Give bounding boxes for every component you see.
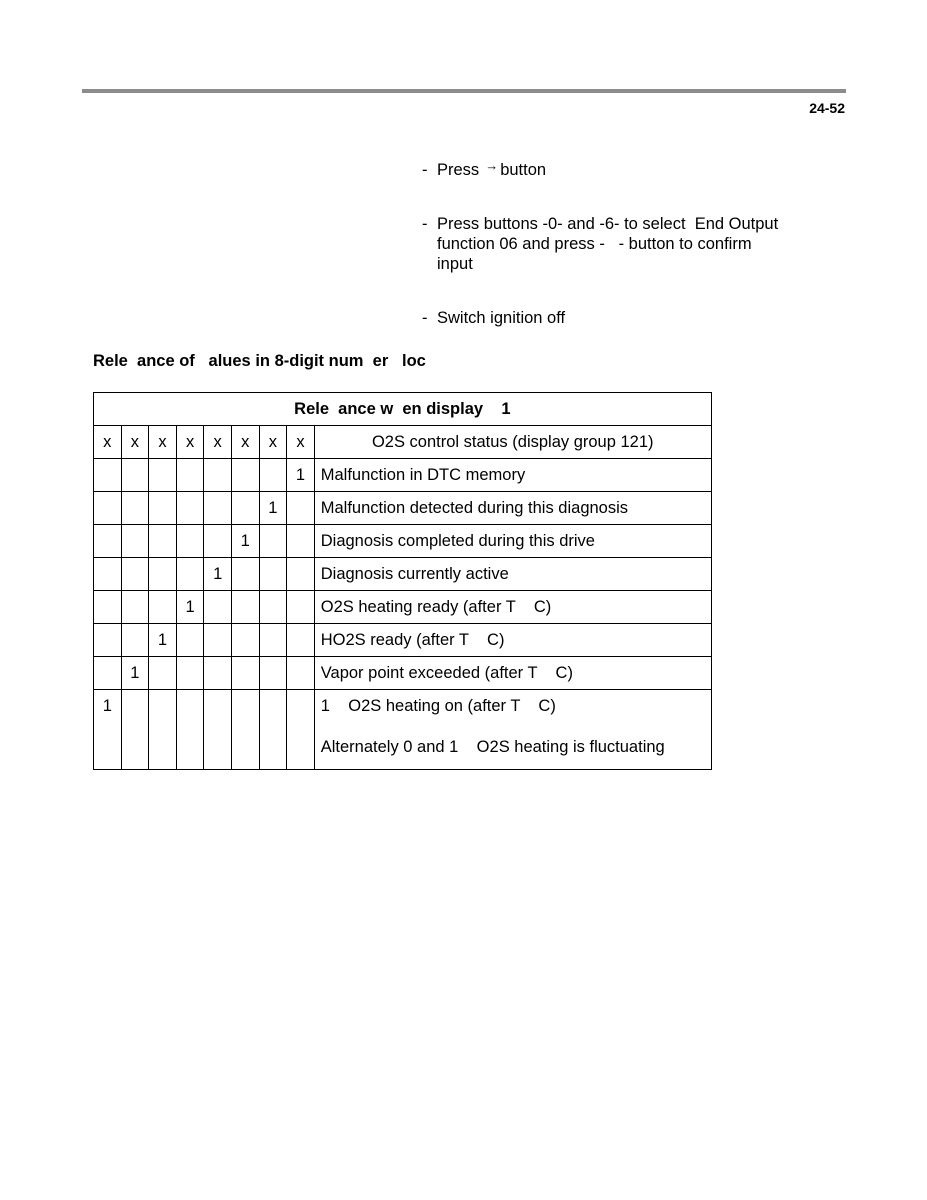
bit-cell: x [94,426,122,459]
bit-cell [204,492,232,525]
bit-cell [121,558,149,591]
bit-cell [259,558,287,591]
step-text: Switch ignition off [437,309,566,327]
table-row [94,657,712,690]
bit-cell [94,657,122,690]
bit-cell [149,591,177,624]
bit-cell [149,690,177,770]
table-header: Rele ance w en display 1 [94,393,712,426]
bit-cell [287,591,315,624]
bit-cell: x [287,426,315,459]
bit-cell [121,492,149,525]
bit-cell: x [176,426,204,459]
bit-cell: 1 [259,492,287,525]
bit-cell [287,657,315,690]
bit-cell [287,492,315,525]
top-rule [82,89,846,93]
bit-cell: 1 [176,591,204,624]
step-select-function [422,214,822,274]
bit-cell [231,591,259,624]
step-text-after: button [500,161,547,179]
table-row [94,591,712,624]
bit-cell [287,624,315,657]
bit-cell [287,525,315,558]
row-label: Malfunction detected during this diagnosis [314,492,711,525]
bit-cell [94,558,122,591]
row-label: HO2S ready (after T C) [314,624,711,657]
bit-cell [94,525,122,558]
bit-cell [176,690,204,770]
bit-cell: 1 [231,525,259,558]
bit-cell [121,459,149,492]
bit-cell [204,690,232,770]
row-label: O2S control status (display group 121) [314,426,711,459]
step-text [437,214,822,274]
row-label-line-2: Alternately 0 and 1 O2S heating is fluctuating [320,738,665,756]
bit-cell [94,492,122,525]
bit-cell: 1 [94,690,122,770]
bit-cell [176,492,204,525]
bit-cell [149,657,177,690]
bit-cell [121,624,149,657]
section-title: Rele ance of alues in 8-digit num er loc [93,352,426,370]
bit-cell [204,591,232,624]
bit-cell: 1 [204,558,232,591]
bit-cell: 1 [149,624,177,657]
table-row [94,492,712,525]
bit-cell [176,459,204,492]
table-columns-row [94,426,712,459]
bit-cell [287,690,315,770]
table-row [94,459,712,492]
bit-cell [94,624,122,657]
step-line-3: input [437,255,473,273]
bit-cell [204,459,232,492]
step-dash: - [422,161,428,179]
table-row-last [94,690,712,770]
table-row [94,525,712,558]
bit-cell [231,492,259,525]
step-dash: - [422,215,428,233]
bit-cell [176,558,204,591]
bit-cell [121,591,149,624]
bit-cell [204,624,232,657]
bit-cell [231,690,259,770]
relevance-table [93,392,712,770]
bit-cell [231,558,259,591]
bit-cell: x [121,426,149,459]
step-line-2: function 06 and press - - button to confirm [437,235,752,253]
bit-cell: x [149,426,177,459]
step-text-before: Press [437,161,480,179]
step-press-arrow [422,160,822,181]
bit-cell: x [259,426,287,459]
bit-cell: 1 [287,459,315,492]
step-dash: - [422,309,428,327]
bit-cell [94,591,122,624]
row-label-line-1: 1 O2S heating on (after T C) [320,697,556,715]
row-label: Vapor point exceeded (after T C) [314,657,711,690]
row-label: Diagnosis completed during this drive [314,525,711,558]
bit-cell [176,624,204,657]
bit-cell [259,525,287,558]
step-text [437,160,822,181]
bit-cell [204,657,232,690]
bit-cell [121,525,149,558]
bit-cell [259,591,287,624]
bit-cell: 1 [121,657,149,690]
bit-cell [204,525,232,558]
bit-cell: x [204,426,232,459]
bit-cell [259,624,287,657]
bit-cell [149,459,177,492]
step-line-1: Press buttons -0- and -6- to select End Output [437,215,779,233]
bit-cell [259,690,287,770]
bit-cell: x [231,426,259,459]
row-label: Malfunction in DTC memory [314,459,711,492]
bit-cell [149,525,177,558]
bit-cell [287,558,315,591]
row-label [314,690,711,770]
page-number: 24-52 [809,100,845,116]
bit-cell [176,525,204,558]
table-row [94,624,712,657]
arrow-right-icon: → [485,158,499,173]
table-row [94,558,712,591]
bit-cell [231,624,259,657]
bit-cell [94,459,122,492]
table-header-row [94,393,712,426]
row-label: Diagnosis currently active [314,558,711,591]
row-label: O2S heating ready (after T C) [314,591,711,624]
step-switch-ignition-off [422,308,822,328]
bit-cell [259,459,287,492]
bit-cell [149,492,177,525]
bit-cell [121,690,149,770]
bit-cell [176,657,204,690]
bit-cell [149,558,177,591]
bit-cell [259,657,287,690]
bit-cell [231,657,259,690]
bit-cell [231,459,259,492]
